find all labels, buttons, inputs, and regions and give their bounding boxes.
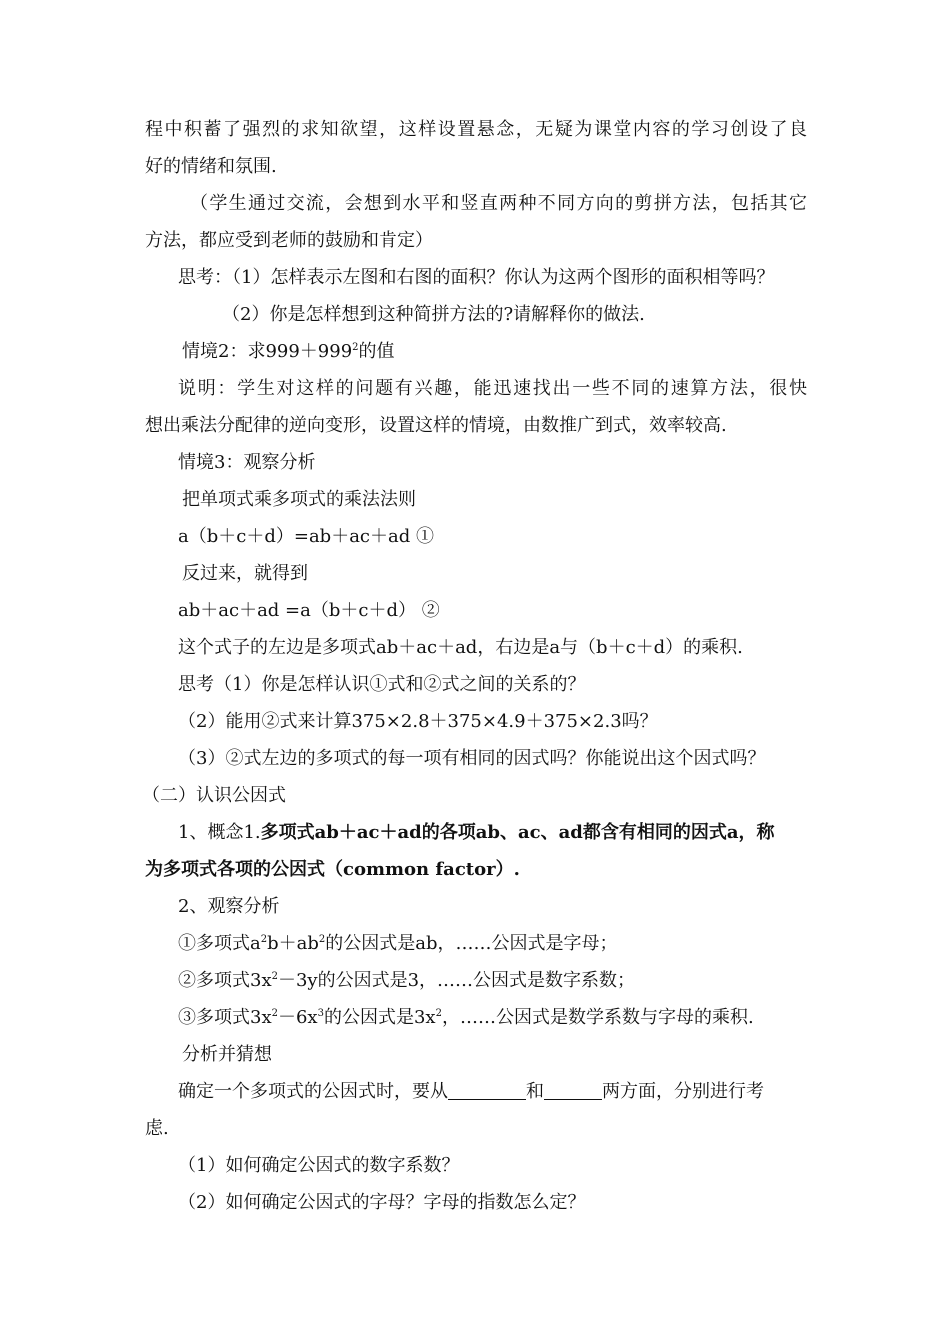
definition-text: 为多项式各项的公因式（common factor）. [145, 859, 520, 880]
text-line: （学生通过交流，会想到水平和竖直两种不同方向的剪拼方法，包括其它 [190, 193, 807, 214]
text-line: 情境3：观察分析 [178, 452, 316, 473]
superscript: 2 [260, 934, 268, 945]
text-span: 的值 [358, 341, 395, 362]
text-span: 的公因式是3x [323, 1007, 436, 1028]
superscript: 2 [318, 934, 326, 945]
text-line: 方法，都应受到老师的鼓励和肯定） [145, 230, 433, 251]
text-span: ①多项式a [178, 933, 261, 954]
text-span: －3y的公因式是3，……公因式是数字系数； [277, 970, 636, 991]
superscript: 2 [435, 1008, 442, 1019]
text-span: b＋ab [267, 933, 319, 954]
superscript: 3 [317, 1008, 324, 1019]
formula-line: a（b＋c＋d）=ab＋ac＋ad ① [178, 526, 434, 547]
text-span: 情境2：求999＋999 [182, 341, 353, 362]
text-line: （2）能用②式来计算375×2.8＋375×4.9＋375×2.3吗？ [178, 711, 658, 732]
text-span: ②多项式3x [178, 970, 272, 991]
text-line: 想出乘法分配律的逆向变形，设置这样的情境，由数推广到式，效率较高. [145, 415, 727, 436]
text-line: （1）如何确定公因式的数字系数？ [178, 1155, 460, 1176]
text-line [182, 340, 395, 364]
fill-in-blank [544, 1081, 602, 1100]
text-line: 反过来，就得到 [182, 563, 308, 584]
text-span: 两方面，分别进行考 [602, 1081, 764, 1102]
superscript: 2 [352, 342, 359, 353]
fill-in-blank [448, 1081, 526, 1100]
section-heading: （二）认识公因式 [142, 785, 286, 806]
superscript: 2 [271, 1008, 278, 1019]
text-line: （2）如何确定公因式的字母？字母的指数怎么定？ [178, 1192, 586, 1213]
text-line: 好的情绪和氛围. [145, 156, 277, 177]
superscript: 2 [271, 971, 278, 982]
text-line [178, 932, 618, 956]
text-line: 分析并猜想 [182, 1044, 272, 1065]
text-line: （2）你是怎样想到这种简拼方法的?请解释你的做法. [222, 304, 645, 325]
text-line [178, 969, 635, 993]
text-line: 说明：学生对这样的问题有兴趣，能迅速找出一些不同的速算方法，很快 [178, 378, 807, 399]
text-line: 把单项式乘多项式的乘法法则 [182, 489, 416, 510]
text-line [178, 1006, 754, 1030]
text-line: 思考：（1）怎样表示左图和右图的面积？你认为这两个图形的面积相等吗？ [178, 267, 775, 288]
formula-line: ab＋ac＋ad =a（b＋c＋d） ② [178, 600, 440, 621]
text-line: 虑. [145, 1118, 169, 1139]
text-span: ，……公因式是数学系数与字母的乘积. [441, 1007, 754, 1028]
text-line: 程中积蓄了强烈的求知欲望，这样设置悬念，无疑为课堂内容的学习创设了良 [145, 119, 807, 140]
text-span: 和 [526, 1081, 544, 1102]
text-line [178, 1080, 764, 1104]
definition-text: 多项式ab＋ac＋ad的各项ab、ac、ad都含有相同的因式a，称 [260, 822, 775, 843]
text-span: －6x [277, 1007, 318, 1028]
text-span: 的公因式是ab，……公因式是字母； [325, 933, 618, 954]
text-span: ③多项式3x [178, 1007, 272, 1028]
text-span: 1、概念1. [178, 822, 261, 843]
text-line: （3）②式左边的多项式的每一项有相同的因式吗？你能说出这个因式吗？ [178, 748, 766, 769]
text-line [178, 821, 775, 845]
text-line: 这个式子的左边是多项式ab＋ac＋ad，右边是a与（b＋c＋d）的乘积. [178, 637, 743, 658]
text-line: 2、观察分析 [178, 896, 280, 917]
text-span: 确定一个多项式的公因式时，要从 [178, 1081, 448, 1102]
text-line: 思考（1）你是怎样认识①式和②式之间的关系的？ [178, 674, 586, 695]
